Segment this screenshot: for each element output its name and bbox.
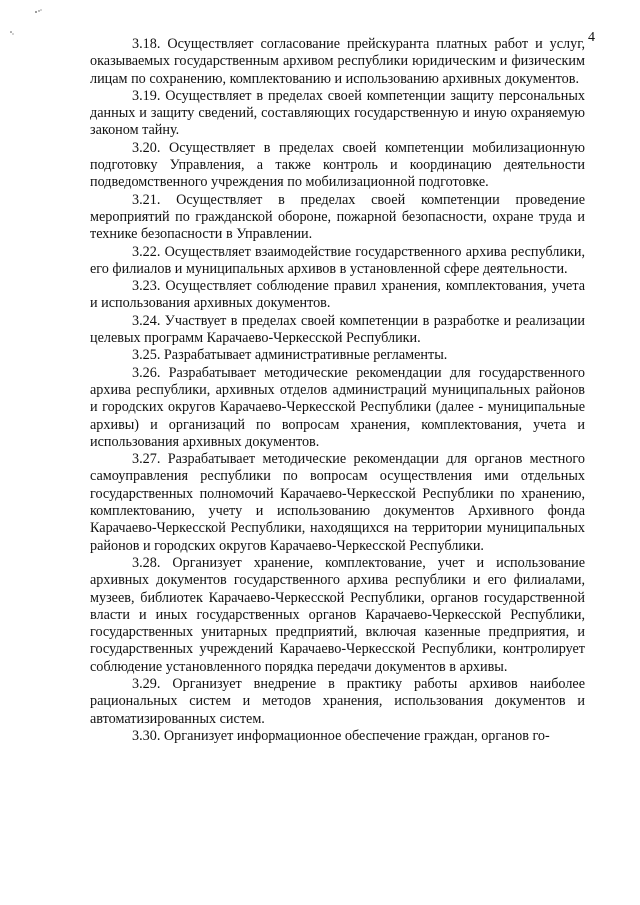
- paragraph-3-22: 3.22. Осуществляет взаимодействие государственного архива республики, его филиалов и муниципальных архивов в установленной сфере деятельности.: [90, 243, 585, 277]
- paragraph-3-27: 3.27. Разрабатывает методические рекомендации для органов местного самоуправления республики по вопросам осуществления ими отдельных государственных полномочий Карачаево-Черкесской Республики по хранению, комплектованию, учету и использованию документов Архивного фонда Карачаево-Черкесской Республики, находящихся на территории муниципальных районов и городских округов Карачаево-Черкесской Республики.: [90, 451, 585, 554]
- paragraph-3-20: 3.20. Осуществляет в пределах своей компетенции мобилизационную подготовку Управления, а также контроль и координацию деятельности подведомственного учреждения по мобилизационной подготовке.: [90, 139, 585, 191]
- paragraph-3-25: 3.25. Разрабатывает административные регламенты.: [132, 347, 448, 364]
- paragraph-3-24: 3.24. Участвует в пределах своей компетенции в разработке и реализации целевых программ Карачаево-Черкесской Республики.: [90, 312, 585, 347]
- paragraph-3-18: 3.18. Осуществляет согласование прейскуранта платных работ и услуг, оказываемых государственным архивом республики юридическим и физическим лицам по сохранению, комплектованию и использованию архивных документов.: [90, 36, 585, 87]
- paragraph-3-28: 3.28. Организует хранение, комплектование, учет и использование архивных документов государственного архива республики и его филиалами, музеев, библиотек Карачаево-Черкесской Республики, органов государственной власти и иных государственных органов Карачаево-Черкесской Республики, государственных унитарных предприятий, включая казенные предприятия, и государственных учреждений Карачаево-Черкесской Республики, контролирует соблюдение установленного порядка передачи документов в архивы.: [90, 554, 585, 675]
- paragraph-3-29: 3.29. Организует внедрение в практику работы архивов наиболее рациональных систем и методов хранения, использования документов и автоматизированных систем.: [90, 675, 585, 727]
- page-number: 4: [588, 30, 595, 45]
- paragraph-3-26: 3.26. Разрабатывает методические рекомендации для государственного архива республики, архивных отделов администраций муниципальных районов и городских округов Карачаево-Черкесской Республики (далее - муниципальные архивы) и организаций по вопросам хранения, комплектования, учета и использования архивных документов.: [90, 364, 585, 450]
- paragraph-3-23: 3.23. Осуществляет соблюдение правил хранения, комплектования, учета и использования архивных документов.: [90, 278, 585, 312]
- scan-speck-marks: [8, 6, 48, 36]
- paragraph-3-30: 3.30. Организует информационное обеспечение граждан, органов го-: [132, 727, 550, 744]
- paragraph-3-19: 3.19. Осуществляет в пределах своей компетенции защиту персональных данных и защиту сведений, составляющих государственную и иную охраняемую законом тайну.: [90, 87, 585, 139]
- paragraph-3-21: 3.21. Осуществляет в пределах своей компетенции проведение мероприятий по гражданской обороне, пожарной безопасности, охране труда и технике безопасности в Управлении.: [90, 191, 585, 243]
- document-body: [90, 36, 585, 745]
